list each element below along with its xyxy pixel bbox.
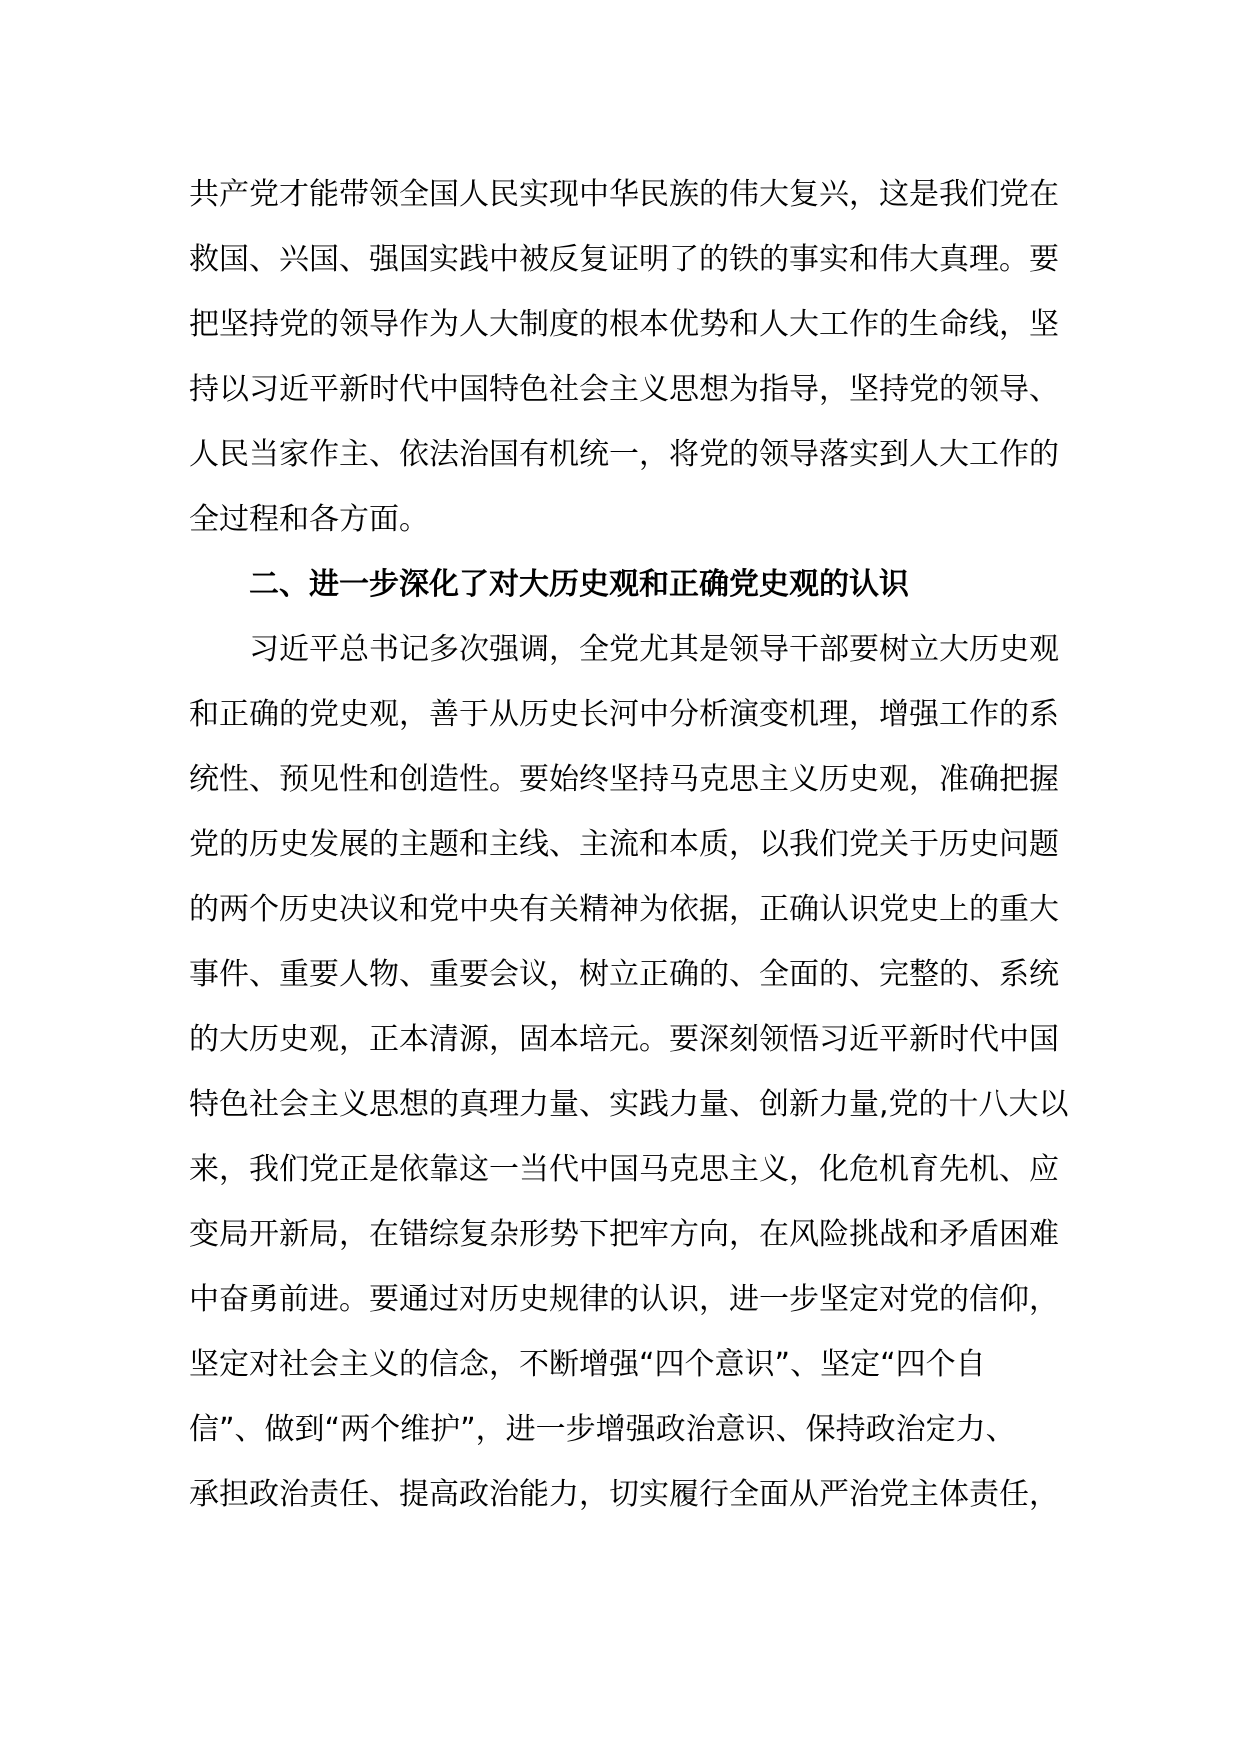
paragraph-2-line: 和正确的党史观，善于从历史长河中分析演变机理，增强工作的系 [189,697,1059,732]
paragraph-2-line: 的两个历史决议和党中央有关精神为依据，正确认识党史上的重大 [189,892,1059,927]
paragraph-1-line: 全过程和各方面。 [189,502,429,537]
paragraph-1-line: 持以习近平新时代中国特色社会主义思想为指导，坚持党的领导、 [189,372,1059,407]
paragraph-2-line: 坚定对社会主义的信念，不断增强“四个意识”、坚定“四个自 [189,1347,986,1382]
paragraph-2-line: 党的历史发展的主题和主线、主流和本质，以我们党关于历史问题 [189,827,1059,862]
paragraph-2-line: 中奋勇前进。要通过对历史规律的认识，进一步坚定对党的信仰， [189,1282,1059,1317]
paragraph-2-line: 事件、重要人物、重要会议，树立正确的、全面的、完整的、系统 [189,957,1059,992]
paragraph-2 [189,617,1069,1527]
paragraph-2-line: 承担政治责任、提高政治能力，切实履行全面从严治党主体责任， [189,1477,1059,1512]
paragraph-2-line: 的大历史观，正本清源，固本培元。要深刻领悟习近平新时代中国 [189,1022,1059,1057]
paragraph-1-line: 救国、兴国、强国实践中被反复证明了的铁的事实和伟大真理。要 [189,242,1059,277]
section-heading: 二、进一步深化了对大历史观和正确党史观的认识 [249,567,909,602]
paragraph-1-line: 共产党才能带领全国人民实现中华民族的伟大复兴，这是我们党在 [189,177,1059,212]
paragraph-1 [189,162,1059,552]
paragraph-2-line: 信”、做到“两个维护”，进一步增强政治意识、保持政治定力、 [189,1412,1016,1447]
paragraph-1-line: 人民当家作主、依法治国有机统一，将党的领导落实到人大工作的 [189,437,1059,472]
paragraph-2-line: 统性、预见性和创造性。要始终坚持马克思主义历史观，准确把握 [189,762,1059,797]
paragraph-2-line: 习近平总书记多次强调，全党尤其是领导干部要树立大历史观 [249,632,1059,667]
paragraph-1-line: 把坚持党的领导作为人大制度的根本优势和人大工作的生命线，坚 [189,307,1059,342]
paragraph-2-line: 变局开新局，在错综复杂形势下把牢方向，在风险挑战和矛盾困难 [189,1217,1059,1252]
paragraph-2-line: 特色社会主义思想的真理力量、实践力量、创新力量,党的十八大以 [189,1087,1069,1122]
section-heading-block [189,552,1059,617]
paragraph-2-line: 来，我们党正是依靠这一当代中国马克思主义，化危机育先机、应 [189,1152,1059,1187]
